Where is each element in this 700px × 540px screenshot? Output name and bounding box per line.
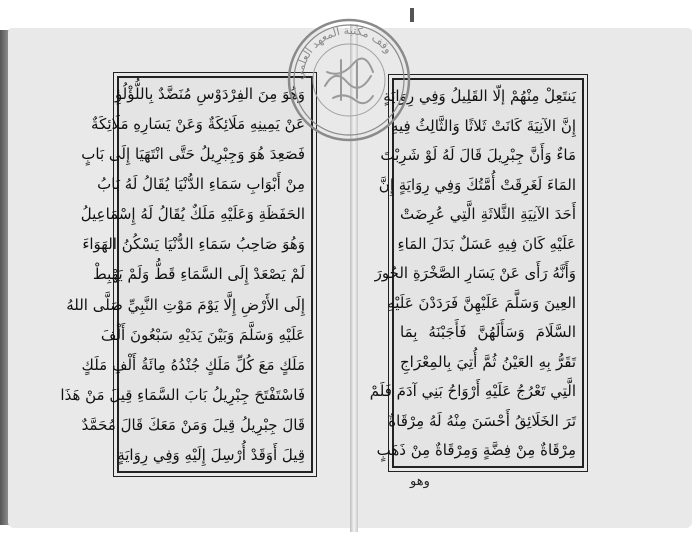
left-text-frame: [60, 76, 313, 473]
text-line: العِينَ وَسَلَّمَ عَلَيْهِنَّ فَرَدَدْنَ عَلَيْهِ: [387, 293, 576, 312]
right-text-block: [369, 84, 576, 462]
right-text-frame: [369, 78, 584, 468]
text-line: فَصَعِدَ هُوَ وَجِبْرِيلُ حَتَّى انْتَهَيَا إِلَى بَابٍ: [81, 145, 305, 164]
text-line: تَرَ الخَلَائِقُ أَحْسَنَ مِنْهُ لَهُ مِرْقَاةٌ: [388, 411, 576, 430]
text-line: وَهُوَ مِنَ الفِرْدَوْسِ مُنَضَّدٌ بِاللُّؤْلُؤِ: [114, 85, 305, 103]
text-line: الحَفَظَةِ وَعَلَيْهِ مَلَكٌ يُقَالُ لَهُ إِسْمَاعِيلُ: [80, 205, 305, 224]
text-line: إِنَّ الآنِيَةَ كَانَتْ ثَلاثًا وَالثَّالِثُ فِيهِ: [390, 116, 576, 135]
text-line: وَأَنَّهُ رَأَى عَنْ يَسَارِ الصَّخْرَةِ الحُورَ: [374, 264, 576, 282]
library-seal-stamp: [285, 16, 413, 144]
text-line: عَلَيْهِ وَسَلَّمَ وَبَيْنَ يَدَيْهِ سَبْعُونَ أَلْفَ: [100, 325, 305, 344]
text-line: عَلَيْهِ كَانَ فِيهِ عَسَلٌ بَدَلَ المَاءِ: [397, 234, 576, 253]
text-line: لَمْ يَصْعَدْ إِلَى السَّمَاءِ قَطُّ وَلَمْ يَهْبِطْ: [92, 265, 305, 284]
text-line: وَهُوَ صَاحِبُ سَمَاءِ الدُّنْيَا يَسْكُنُ الهَوَاءَ: [82, 235, 305, 254]
text-line: فَاسْتَفْتَحَ جِبْرِيلُ بَابَ السَّمَاءِ قِيلَ مَنْ هَذَا: [60, 385, 305, 404]
text-line: يَنتَعِلْ مِنْهُمْ إلّا القَلِيلُ وَفِي رِوَايَةٍ: [383, 87, 576, 105]
catchword: وهو: [410, 474, 430, 489]
seal-inscription: وقف مكتبة المعهد العلمي: [292, 23, 396, 81]
text-line: قِيلَ أَوَقَدْ أُرْسِلَ إِلَيْهِ وَفِي رِوَايَةٍ: [117, 445, 305, 464]
left-text-block: [60, 82, 305, 467]
text-line: عَنْ يَمِينِهِ مَلَائِكَةٌ وَعَنْ يَسَارِهِ مَلَائِكَةٌ: [91, 115, 305, 134]
text-line: الَّتِي تَعْرُجُ عَلَيْهِ أَرْوَاحُ بَنِي آدَمَ فَلَمْ: [369, 382, 576, 400]
text-line: مِرْقَاةٌ مِنْ فِضَّةٍ وَمِرْقَاةٌ مِنْ ذَهَبٍ: [376, 441, 576, 459]
text-line: مِنْ أَبْوَابِ سَمَاءِ الدُّنْيَا يُقَالُ لَهُ بَابُ: [97, 175, 305, 194]
text-line: السَّلَامَ وَسَأَلَهُنَّ فَأَجَبْنَهُ بِمَا: [400, 323, 576, 341]
text-line: أَحَدَ الآنِيَةِ الثَّلاثَةِ الَّتِي عُرِضَتْ: [400, 205, 576, 223]
text-line: تَقَرُّ بِهِ العَيْنُ ثُمَّ أُتِيَ بِالمِعْرَاجِ: [400, 352, 576, 371]
text-line: مَلَكٍ مَعَ كُلِّ مَلَكٍ جُنْدُهُ مِائَةُ أَلْفِ مَلَكٍ: [81, 355, 305, 374]
text-line: قَالَ جِبْرِيلُ قِيلَ وَمَنْ مَعَكَ قَالَ مُحَمَّدٌ: [81, 415, 305, 434]
text-line: مَاءٌ وَأَنَّ جِبْرِيلَ قَالَ لَهُ لَوْ شَرِبْتَ: [380, 146, 576, 164]
text-line: المَاءَ لَغَرِقَتْ أُمَّتُكَ وَفِي رِوَايَةٍ إِنَّ: [378, 175, 576, 194]
text-line: إِلَى الأَرْضِ إِلَّا يَوْمَ مَوْتِ النَّبِيِّ صَلَّى اللهُ: [66, 295, 305, 314]
